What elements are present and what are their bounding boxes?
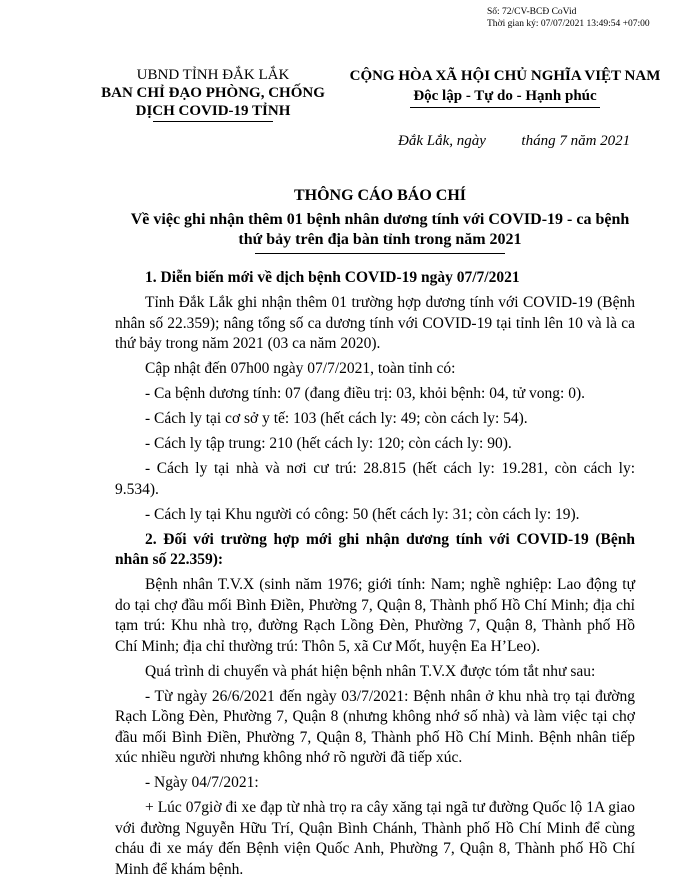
body-paragraph: - Từ ngày 26/6/2021 đến ngày 03/7/2021: Bệnh nhân ở khu nhà trọ tại đường Rạch Lồng Đèn, Phường 7, Quận 8 (nhưng không nhớ số nhà) và làm việc tại chợ đầu mối Bình Điền, Phường 7, Quận 8, Thành phố Hồ Chí Minh. Bệnh nhân tiếp xúc nhiều người nhưng không nhớ rõ người đã tiếp xúc.	[115, 687, 635, 766]
date-place: Đắk Lắk, ngày	[398, 133, 486, 149]
body-paragraph: Tỉnh Đắk Lắk ghi nhận thêm 01 trường hợp dương tính với COVID-19 (Bệnh nhân số 22.359); nâng tổng số ca dương tính với COVID-19 tại tỉnh lên 10 và là ca thứ bảy trong năm 2021 (03 ca năm 2020).	[115, 294, 635, 352]
date-line	[398, 133, 630, 150]
body-paragraph: Quá trình di chuyển và phát hiện bệnh nhân T.V.X được tóm tắt như sau:	[145, 662, 596, 680]
digital-signature-stamp	[487, 6, 650, 30]
body-paragraph: + Lúc 07giờ đi xe đạp từ nhà trọ ra cây xăng tại ngã tư đường Quốc lộ 1A giao với đường Nguyễn Hữu Trí, Quận Bình Chánh, Thành phố Hồ Chí Minh để cùng cháu đi xe máy đến Bệnh viện Quốc Anh, Phường 7, Quận 8, Thành phố Hồ Chí Minh để khám bệnh.	[115, 799, 635, 878]
document-title	[70, 186, 690, 254]
body-paragraph: Bệnh nhân T.V.X (sinh năm 1976; giới tính: Nam; nghề nghiệp: Lao động tự do tại chợ đầu mối Bình Điền, Phường 7, Quận 8, Thành phố Hồ Chí Minh; địa chỉ tạm trú: Khu nhà trọ, đường Rạch Lồng Đèn, Phường 7, Quận 8, Thành phố Hồ Chí Minh; địa chỉ thường trú: Thôn 5, xã Cư Mốt, huyện Ea H’Leo).	[115, 576, 635, 655]
title-main: THÔNG CÁO BÁO CHÍ	[293, 187, 466, 204]
body-paragraph: - Cách ly tập trung: 210 (hết cách ly: 120; còn cách ly: 90).	[145, 435, 512, 452]
country-name: CỘNG HÒA XÃ HỘI CHỦ NGHĨA VIỆT NAM	[349, 68, 661, 84]
document-number: Số: 72/CV-BCĐ CoVid	[487, 7, 577, 17]
document-body	[115, 268, 635, 885]
issuing-agency-header	[88, 66, 338, 122]
national-motto-header	[345, 66, 665, 108]
body-paragraph: - Ca bệnh dương tính: 07 (đang điều trị: 03, khỏi bệnh: 04, tử vong: 0).	[145, 385, 586, 402]
steering-committee-line1: BAN CHỈ ĐẠO PHÒNG, CHỐNG	[101, 85, 325, 101]
steering-committee-line2: DỊCH COVID-19 TỈNH	[135, 103, 291, 119]
section-heading: 1. Diễn biến mới về dịch bệnh COVID-19 ngày 07/7/2021	[145, 269, 520, 286]
agency-underline	[153, 121, 273, 122]
section-heading: 2. Đối với trường hợp mới ghi nhận dương tính với COVID-19 (Bệnh nhân số 22.359):	[115, 530, 635, 568]
title-subject: Về việc ghi nhận thêm 01 bệnh nhân dương tính với COVID-19 - ca bệnh thứ bảy trên địa bàn tỉnh trong năm 2021	[130, 211, 630, 248]
body-paragraph: Cập nhật đến 07h00 ngày 07/7/2021, toàn tỉnh có:	[145, 360, 456, 377]
body-paragraph: - Cách ly tại nhà và nơi cư trú: 28.815 (hết cách ly: 19.281, còn cách ly: 9.534).	[115, 460, 635, 498]
title-underline	[255, 253, 505, 254]
body-paragraph: - Cách ly tại Khu người có công: 50 (hết cách ly: 31; còn cách ly: 19).	[145, 505, 580, 523]
motto: Độc lập - Tự do - Hạnh phúc	[413, 88, 597, 104]
body-paragraph: - Ngày 04/7/2021:	[145, 774, 259, 791]
body-paragraph: - Cách ly tại cơ sở y tế: 103 (hết cách ly: 49; còn cách ly: 54).	[145, 410, 528, 427]
motto-underline	[410, 107, 600, 108]
province-committee: UBND TỈNH ĐẮK LẮK	[136, 67, 290, 83]
signing-time: Thời gian ký: 07/07/2021 13:49:54 +07:00	[487, 19, 650, 29]
date-month-year: tháng 7 năm 2021	[521, 133, 631, 149]
